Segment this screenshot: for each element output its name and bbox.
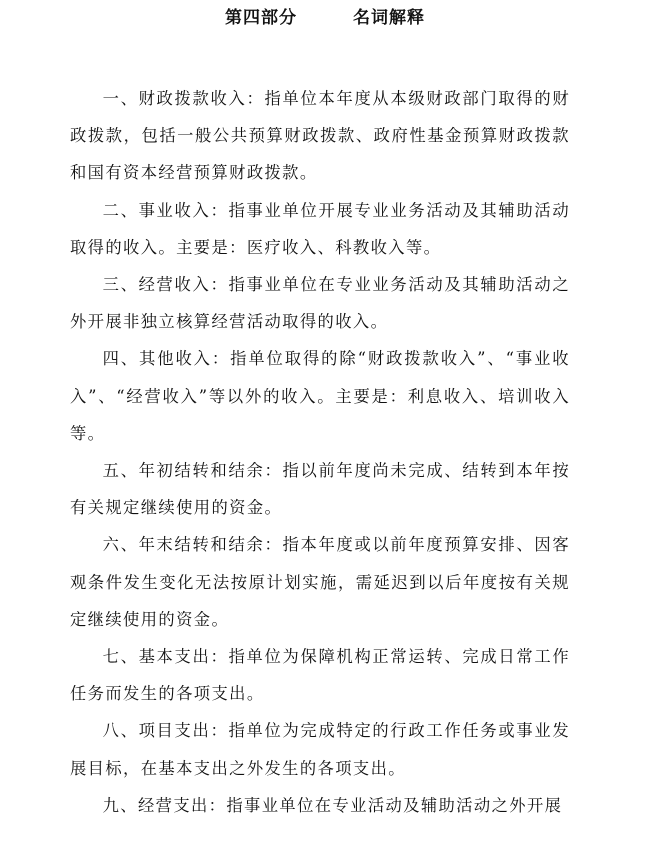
section-title: 名词解释 [353, 8, 425, 28]
definition-paragraph-project-expenditure: 八、项目支出：指单位为完成特定的行政工作任务或事业发展目标，在基本支出之外发生的各项支出。 [70, 721, 570, 778]
definition-paragraph-basic-expenditure: 七、基本支出：指单位为保障机构正常运转、完成日常工作任务而发生的各项支出。 [70, 647, 570, 704]
definitions-body [70, 80, 570, 824]
definition-paragraph-operating-expenditure: 九、经营支出：指事业单位在专业活动及辅助活动之外开展 [102, 795, 563, 815]
definition-paragraph-other-income: 四、其他收入：指单位取得的除“财政拨款收入”、“事业收入”、“经营收入”等以外的收入。主要是：利息收入、培训收入等。 [70, 349, 570, 443]
definition-paragraph-operating-income: 三、经营收入：指事业单位在专业业务活动及其辅助活动之外开展非独立核算经营活动取得的收入。 [70, 275, 570, 332]
definition-paragraph-fiscal-appropriation-income: 一、财政拨款收入：指单位本年度从本级财政部门取得的财政拨款，包括一般公共预算财政拨款、政府性基金预算财政拨款和国有资本经营预算财政拨款。 [70, 89, 570, 183]
part-label: 第四部分 [225, 8, 297, 28]
definition-paragraph-opening-carryover: 五、年初结转和结余：指以前年度尚未完成、结转到本年按有关规定继续使用的资金。 [70, 461, 570, 518]
definition-paragraph-closing-carryover: 六、年末结转和结余：指本年度或以前年度预算安排、因客观条件发生变化无法按原计划实施，需延迟到以后年度按有关规定继续使用的资金。 [70, 535, 570, 629]
definition-paragraph-business-income: 二、事业收入：指事业单位开展专业业务活动及其辅助活动取得的收入。主要是：医疗收入、科教收入等。 [70, 200, 570, 257]
page-heading [0, 6, 650, 30]
